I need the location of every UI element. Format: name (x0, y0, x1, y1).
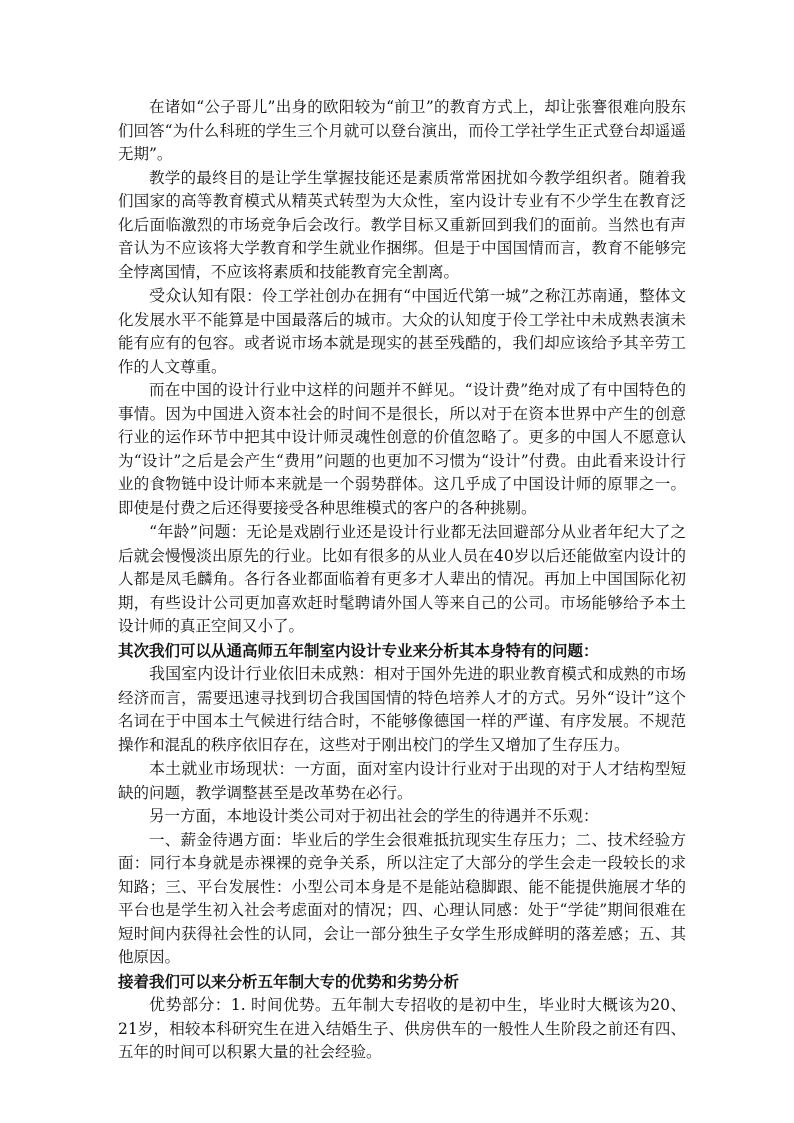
section-heading-2: 接着我们可以来分析五年制大专的优势和劣势分析 (118, 971, 460, 991)
paragraph-3: 受众认知有限：伶工学社创办在拥有“中国近代第一城”之称江苏南通，整体文化发展水平不能算是中国最落后的城市。大众的认知度于伶工学社中未成熟表演未能有应有的包容。或者说市场本就是现实的甚至残酷的，我们却应该给予其辛劳工作的人文尊重。 (118, 286, 686, 376)
paragraph-8: 另一方面，本地设计类公司对于初出社会的学生的待遇并不乐观： (149, 807, 599, 825)
document-body (118, 96, 686, 1065)
paragraph-lead: “年龄”问题 (149, 522, 231, 541)
paragraph-4: 而在中国的设计行业中这样的问题并不鲜见。“设计费”绝对成了有中国特色的事情。因为中国进入资本社会的时间不是很长，所以对于在资本世界中产生的创意行业的运作环节中把其中设计师灵魂性创意的价值忽略了。更多的中国人不愿意认为“设计”之后是会产生“费用”问题的也更加不习惯为“设计”付费。由此看来设计行业的食物链中设计师本来就是一个弱势群体。这几乎成了中国设计师的原罪之一。即使是付费之后还得要接受各种思维模式的客户的各种挑剔。 (118, 381, 686, 517)
paragraph-1: 在诸如“公子哥儿”出身的欧阳较为“前卫”的教育方式上，却让张謇很难向股东们回答“为什么科班的学生三个月就可以登台演出，而伶工学社学生正式登台却遥遥无期”。 (118, 98, 686, 163)
paragraph-5: “年龄”问题：无论是戏剧行业还是设计行业都无法回避部分从业者年纪大了之后就会慢慢淡出原先的行业。比如有很多的从业人员在40岁以后还能做室内设计的人都是凤毛麟角。各行各业都面临着有更多才人辈出的情况。再加上中国国际化初期，有些设计公司更加喜欢赶时髦聘请外国人等来自己的公司。市场能够给予本土设计师的真正空间又小了。 (118, 522, 686, 635)
paragraph-9: 一、薪金待遇方面：毕业后的学生会很难抵抗现实生存压力；二、技术经验方面：同行本身就是赤裸裸的竞争关系，所以注定了大部分的学生会走一段较长的求知路；三、平台发展性：小型公司本身是不是能站稳脚跟、能不能提供施展才华的平台也是学生初入社会考虑面对的情况；四、心理认同感：处于“学徒”期间很难在短时间内获得社会性的认同，会让一部分独生子女学生形成鲜明的落差感；五、其他原因。 (118, 830, 686, 966)
paragraph-lead: 受众认知有限 (149, 286, 247, 305)
paragraph-10: 优势部分：1. 时间优势。五年制大专招收的是初中生，毕业时大概该为20、21岁，相较本科研究生在进入结婚生子、供房供车的一般性人生阶段之前还有四、五年的时间可以积累大量的社会经验。 (118, 995, 686, 1061)
paragraph-lead: 我国室内设计行业依旧未成熟 (149, 664, 359, 683)
paragraph-7: 本土就业市场现状：一方面，面对室内设计行业对于出现的对于人才结构型短缺的问题，教学调整甚至是改革势在必行。 (118, 759, 686, 802)
paragraph-2: 教学的最终目的是让学生掌握技能还是素质常常困扰如今教学组织者。随着我们国家的高等教育模式从精英式转型为大众性，室内设计专业有不少学生在教育泛化后面临激烈的市场竞争后会改行。教学目标又重新回到我们的面前。当然也有声音认为不应该将大学教育和学生就业作捆绑。但是于中国国情而言，教育不能够完全悖离国情，不应该将素质和技能教育完全割离。 (118, 168, 686, 281)
paragraph-6: 我国室内设计行业依旧未成熟：相对于国外先进的职业教育模式和成熟的市场经济而言，需要迅速寻找到切合我国国情的特色培养人才的方式。另外“设计”这个名词在于中国本土气候进行结合时，不能够像德国一样的严谨、有序发展。不规范操作和混乱的秩序依旧存在，这些对于刚出校门的学生又增加了生存压力。 (118, 664, 686, 754)
section-heading-1: 其次我们可以从通高师五年制室内设计专业来分析其本身特有的问题： (118, 640, 599, 660)
paragraph-lead: 优势部分 (149, 995, 215, 1014)
paragraph-lead: 本土就业市场现状 (149, 759, 279, 778)
